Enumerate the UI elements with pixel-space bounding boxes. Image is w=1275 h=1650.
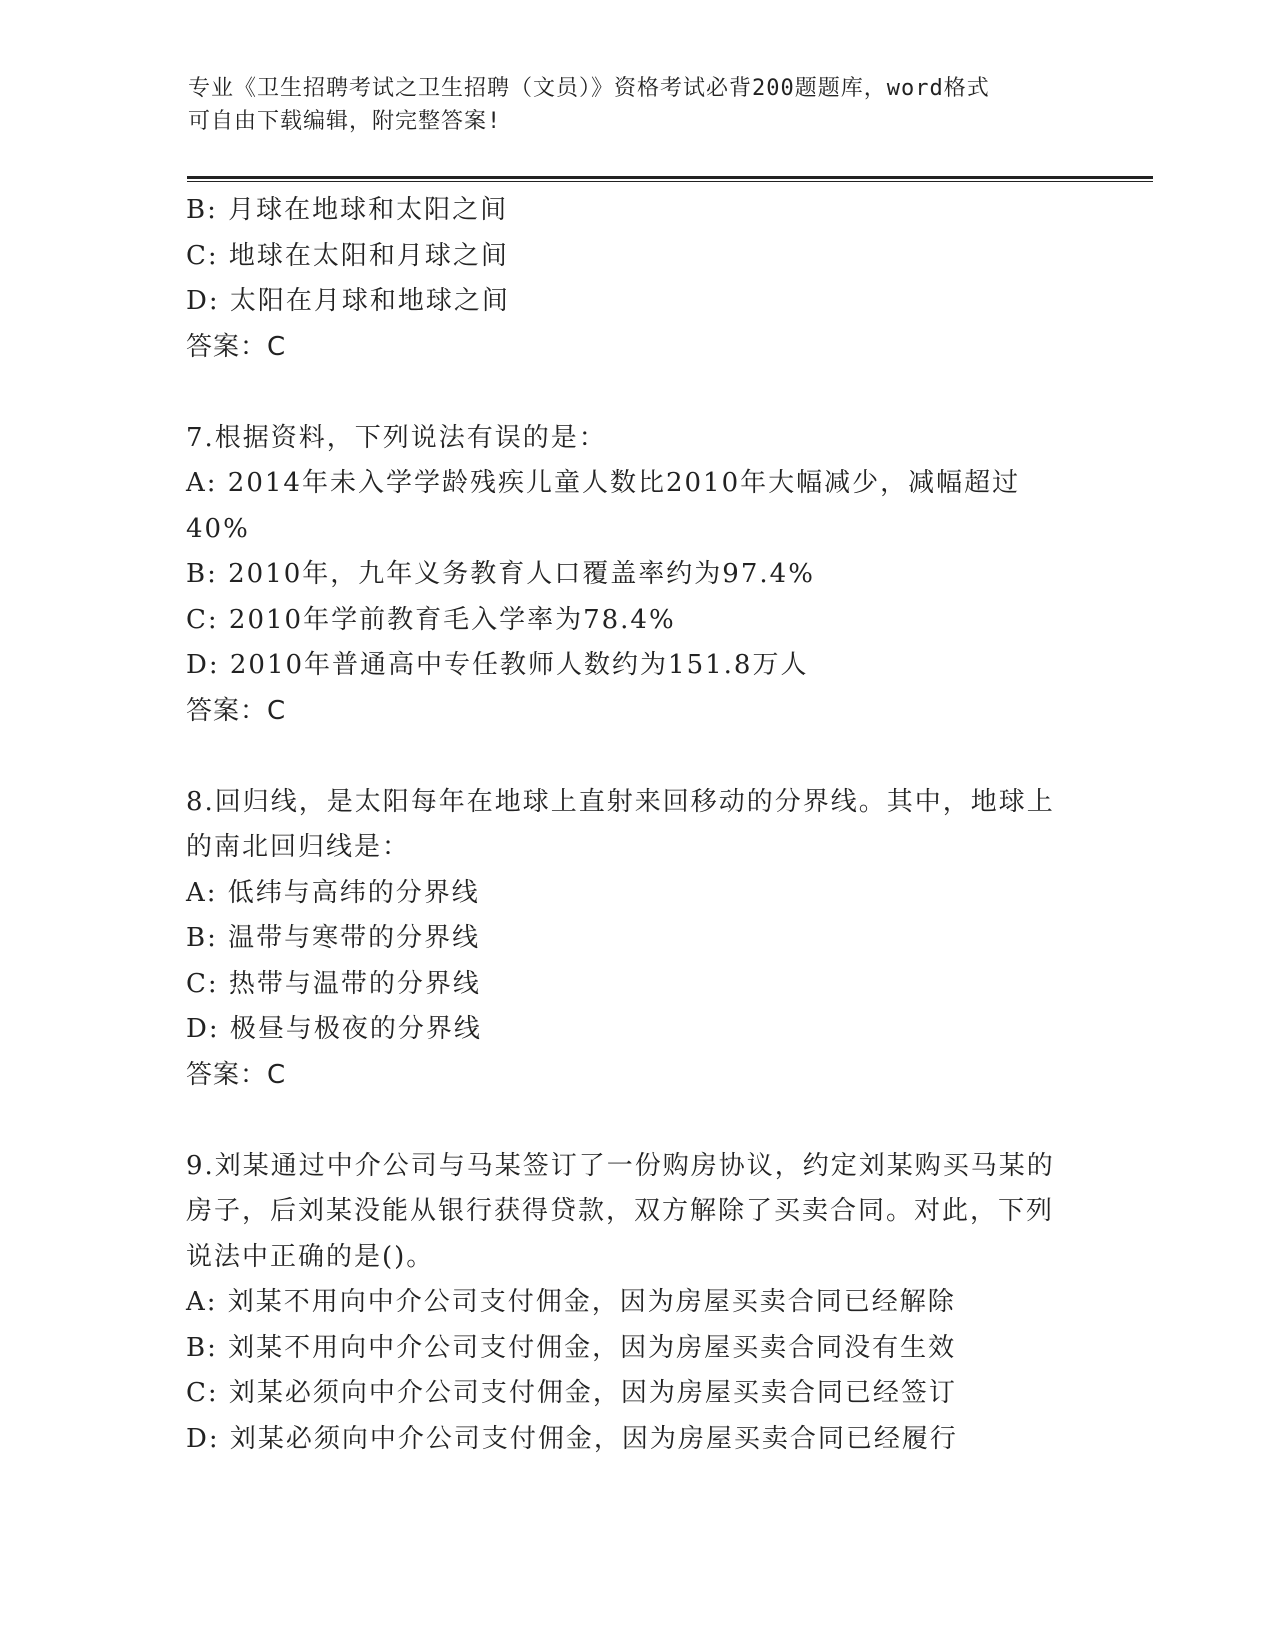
option-c: C: 2010年学前教育毛入学率为78.4% [186,604,676,635]
option-a: A: 低纬与高纬的分界线 [186,877,480,908]
question-7 [186,416,1066,735]
question-stem: 9.刘某通过中介公司与马某签订了一份购房协议，约定刘某购买马某的房子，后刘某没能从银行获得贷款，双方解除了买卖合同。对此，下列说法中正确的是()。 [186,1150,1055,1272]
header-title-line-1: 专业《卫生招聘考试之卫生招聘（文员）》资格考试必背200题题库，word格式 [188,76,990,101]
option-d: D: 刘某必须向中介公司支付佣金，因为房屋买卖合同已经履行 [186,1423,958,1454]
option-d: D: 2010年普通高中专任教师人数约为151.8万人 [186,650,809,680]
question-6-continued [186,188,1066,370]
option-a: A: 刘某不用向中介公司支付佣金，因为房屋买卖合同已经解除 [186,1287,956,1317]
question-spacer [186,370,1066,416]
option-b: B: 刘某不用向中介公司支付佣金，因为房屋买卖合同没有生效 [186,1332,957,1363]
question-9 [186,1144,1066,1463]
header-divider-thick [187,176,1153,179]
option-c: C: 地球在太阳和月球之间 [186,240,509,271]
option-d: D: 极昼与极夜的分界线 [186,1014,482,1044]
option-b: B: 温带与寒带的分界线 [186,923,481,953]
question-8 [186,780,1066,1099]
answer-label: 答案：C [186,331,287,362]
question-stem: 8.回归线，是太阳每年在地球上直射来回移动的分界线。其中，地球上的南北回归线是： [186,786,1055,862]
header-divider-thin [187,181,1153,182]
option-b: B: 2010年，九年义务教育人口覆盖率约为97.4% [186,559,815,589]
question-spacer [186,734,1066,780]
option-c: C: 刘某必须向中介公司支付佣金，因为房屋买卖合同已经签订 [186,1378,957,1408]
document-header [188,72,1068,138]
question-list [186,188,1066,1462]
question-spacer [186,1098,1066,1144]
answer-label: 答案：C [186,1059,287,1090]
answer-label: 答案：C [186,695,287,726]
option-d: D: 太阳在月球和地球之间 [186,286,510,316]
header-title-line-2: 可自由下载编辑，附完整答案! [188,109,502,134]
option-b: B: 月球在地球和太阳之间 [186,195,509,225]
question-stem: 7.根据资料，下列说法有误的是： [186,422,607,453]
option-c: C: 热带与温带的分界线 [186,968,481,999]
option-a: A: 2014年未入学学龄残疾儿童人数比2010年大幅减少，减幅超过40% [186,468,1021,544]
